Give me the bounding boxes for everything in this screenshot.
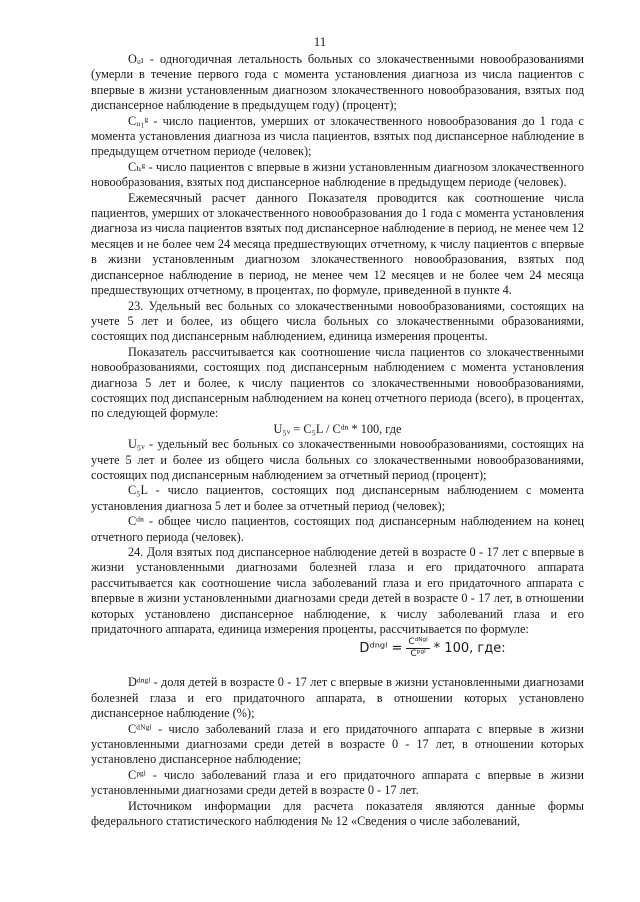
formula-ddngl-numerator: Cᵈᴺᵍˡ	[408, 637, 428, 648]
paragraph-u5v-definition: U₅ᵥ - удельный вес больных со злокачественными новообразованиями, состоящих на учете 5 лет и более из общего числа больных со злокачественными новообразованиями, состоящих под диспансерным наблюдением за отчетный период (процент);	[91, 437, 584, 482]
paragraph-item-23: 23. Удельный вес больных со злокачественными новообразованиями, состоящих на учете 5 лет и более, из общего числа больных со злокачественными образованиями, состоящих под диспансерным наблюдением, единица измерения проценты.	[91, 298, 584, 344]
paragraph-monthly-calculation: Ежемесячный расчет данного Показателя проводится как соотношение числа пациентов, умерших от злокачественного новообразования до 1 года с момента установления диагноза из числа пациентов взятых под диспансерное наблюдение в период, не менее чем 12 месяцев и не более чем 24 месяца предшествующих отчетному, к числу пациентов с впервые в жизни установленным диагнозом злокачественного новообразования, взятых под диспансерное наблюдение в период, не менее чем 12 месяцев и не более чем 24 месяца предшествующих отчетному, в процентах, по формуле, приведенной в пункте 4.	[91, 190, 584, 298]
paragraph-item-24: 24. Доля взятых под диспансерное наблюдение детей в возрасте 0 - 17 лет с впервые в жизни установленными диагнозами болезней глаза и его придаточного аппарата рассчитывается как соотношение числа заболеваний глаза и его придаточного аппарата с впервые в жизни установленными диагнозами среди детей в возрасте 0 - 17 лет, в отношении которых установлено диспансерное наблюдение, к числу заболеваний глаза и его придаточного аппарата, единица измерения проценты, рассчитывается по формуле:	[91, 545, 584, 637]
formula-ddngl-fraction	[406, 637, 429, 660]
formula-ddngl-denominator: Cᵖᵍˡ	[410, 649, 426, 660]
formula-ddngl-lhs: Dᵈⁿᵍˡ =	[359, 641, 403, 657]
paragraph-information-source: Источником информации для расчета показателя являются данные формы федерального статистического наблюдения № 12 «Сведения о числе заболеваний,	[91, 798, 584, 829]
page-number: 11	[313, 34, 327, 49]
document-body	[91, 52, 584, 830]
paragraph-cu1g-definition: Cᵤ₁ᵍ - число пациентов, умерших от злокачественного новообразования до 1 года с момента установления диагноза из числа пациентов, взятых под диспансерное наблюдение в предыдущем отчетном периоде (человек);	[91, 113, 584, 159]
paragraph-chg-definition: Cₕᵍ - число пациентов с впервые в жизни установленным диагнозом злокачественного новообразования, взятых под диспансерное наблюдение в предыдущем периоде (человек).	[91, 159, 584, 190]
paragraph-ogl-definition: Oᵤₗ - одногодичная летальность больных со злокачественными новообразованиями (умерли в течение первого года с момента установления диагноза из числа пациентов с впервые в жизни установленным диагнозом злокачественного новообразования, взятых под диспансерное наблюдение в предыдущем году) (процент);	[91, 52, 584, 113]
formula-ddngl-rhs: * 100, где:	[433, 641, 506, 657]
paragraph-ddngl-definition: Dᵈⁿᵍˡ - доля детей в возрасте 0 - 17 лет с впервые в жизни установленными диагнозами болезней глаза и его придаточного аппарата, в отношении которых установлено диспансерное наблюдение (%);	[91, 675, 584, 721]
paragraph-cdngl-definition: Cᵈᴺᵍˡ - число заболеваний глаза и его придаточного аппарата с впервые в жизни установленными диагнозами среди детей в возрасте 0 - 17 лет, в отношении которых установлено диспансерное наблюдение;	[91, 721, 584, 767]
paragraph-cdn-definition: Cᵈⁿ - общее число пациентов, состоящих под диспансерным наблюдением на конец отчетного периода (человек).	[91, 514, 584, 544]
formula-ddngl	[91, 637, 584, 675]
paragraph-cpgl-definition: Cᵖᵍˡ - число заболеваний глаза и его придаточного аппарата с впервые в жизни установленными диагнозами среди детей в возрасте 0 - 17 лет.	[91, 767, 584, 798]
formula-u5v: U₅ᵥ = C₅L / Cᵈⁿ * 100, где	[273, 421, 402, 436]
paragraph-c5l-definition: C₅L - число пациентов, состоящих под диспансерным наблюдением с момента установления диагноза 5 лет и более за отчетный период (человек);	[91, 483, 584, 513]
paragraph-indicator-calculation: Показатель рассчитывается как соотношение числа пациентов со злокачественными новообразованиями, состоящих под диспансерным наблюдением с момента установления диагноза 5 лет и более, к числу пациентов со злокачественными новообразованиями, состоящих под диспансерным наблюдением на конец отчетного периода (всего), в процентах, по следующей формуле:	[91, 344, 584, 421]
